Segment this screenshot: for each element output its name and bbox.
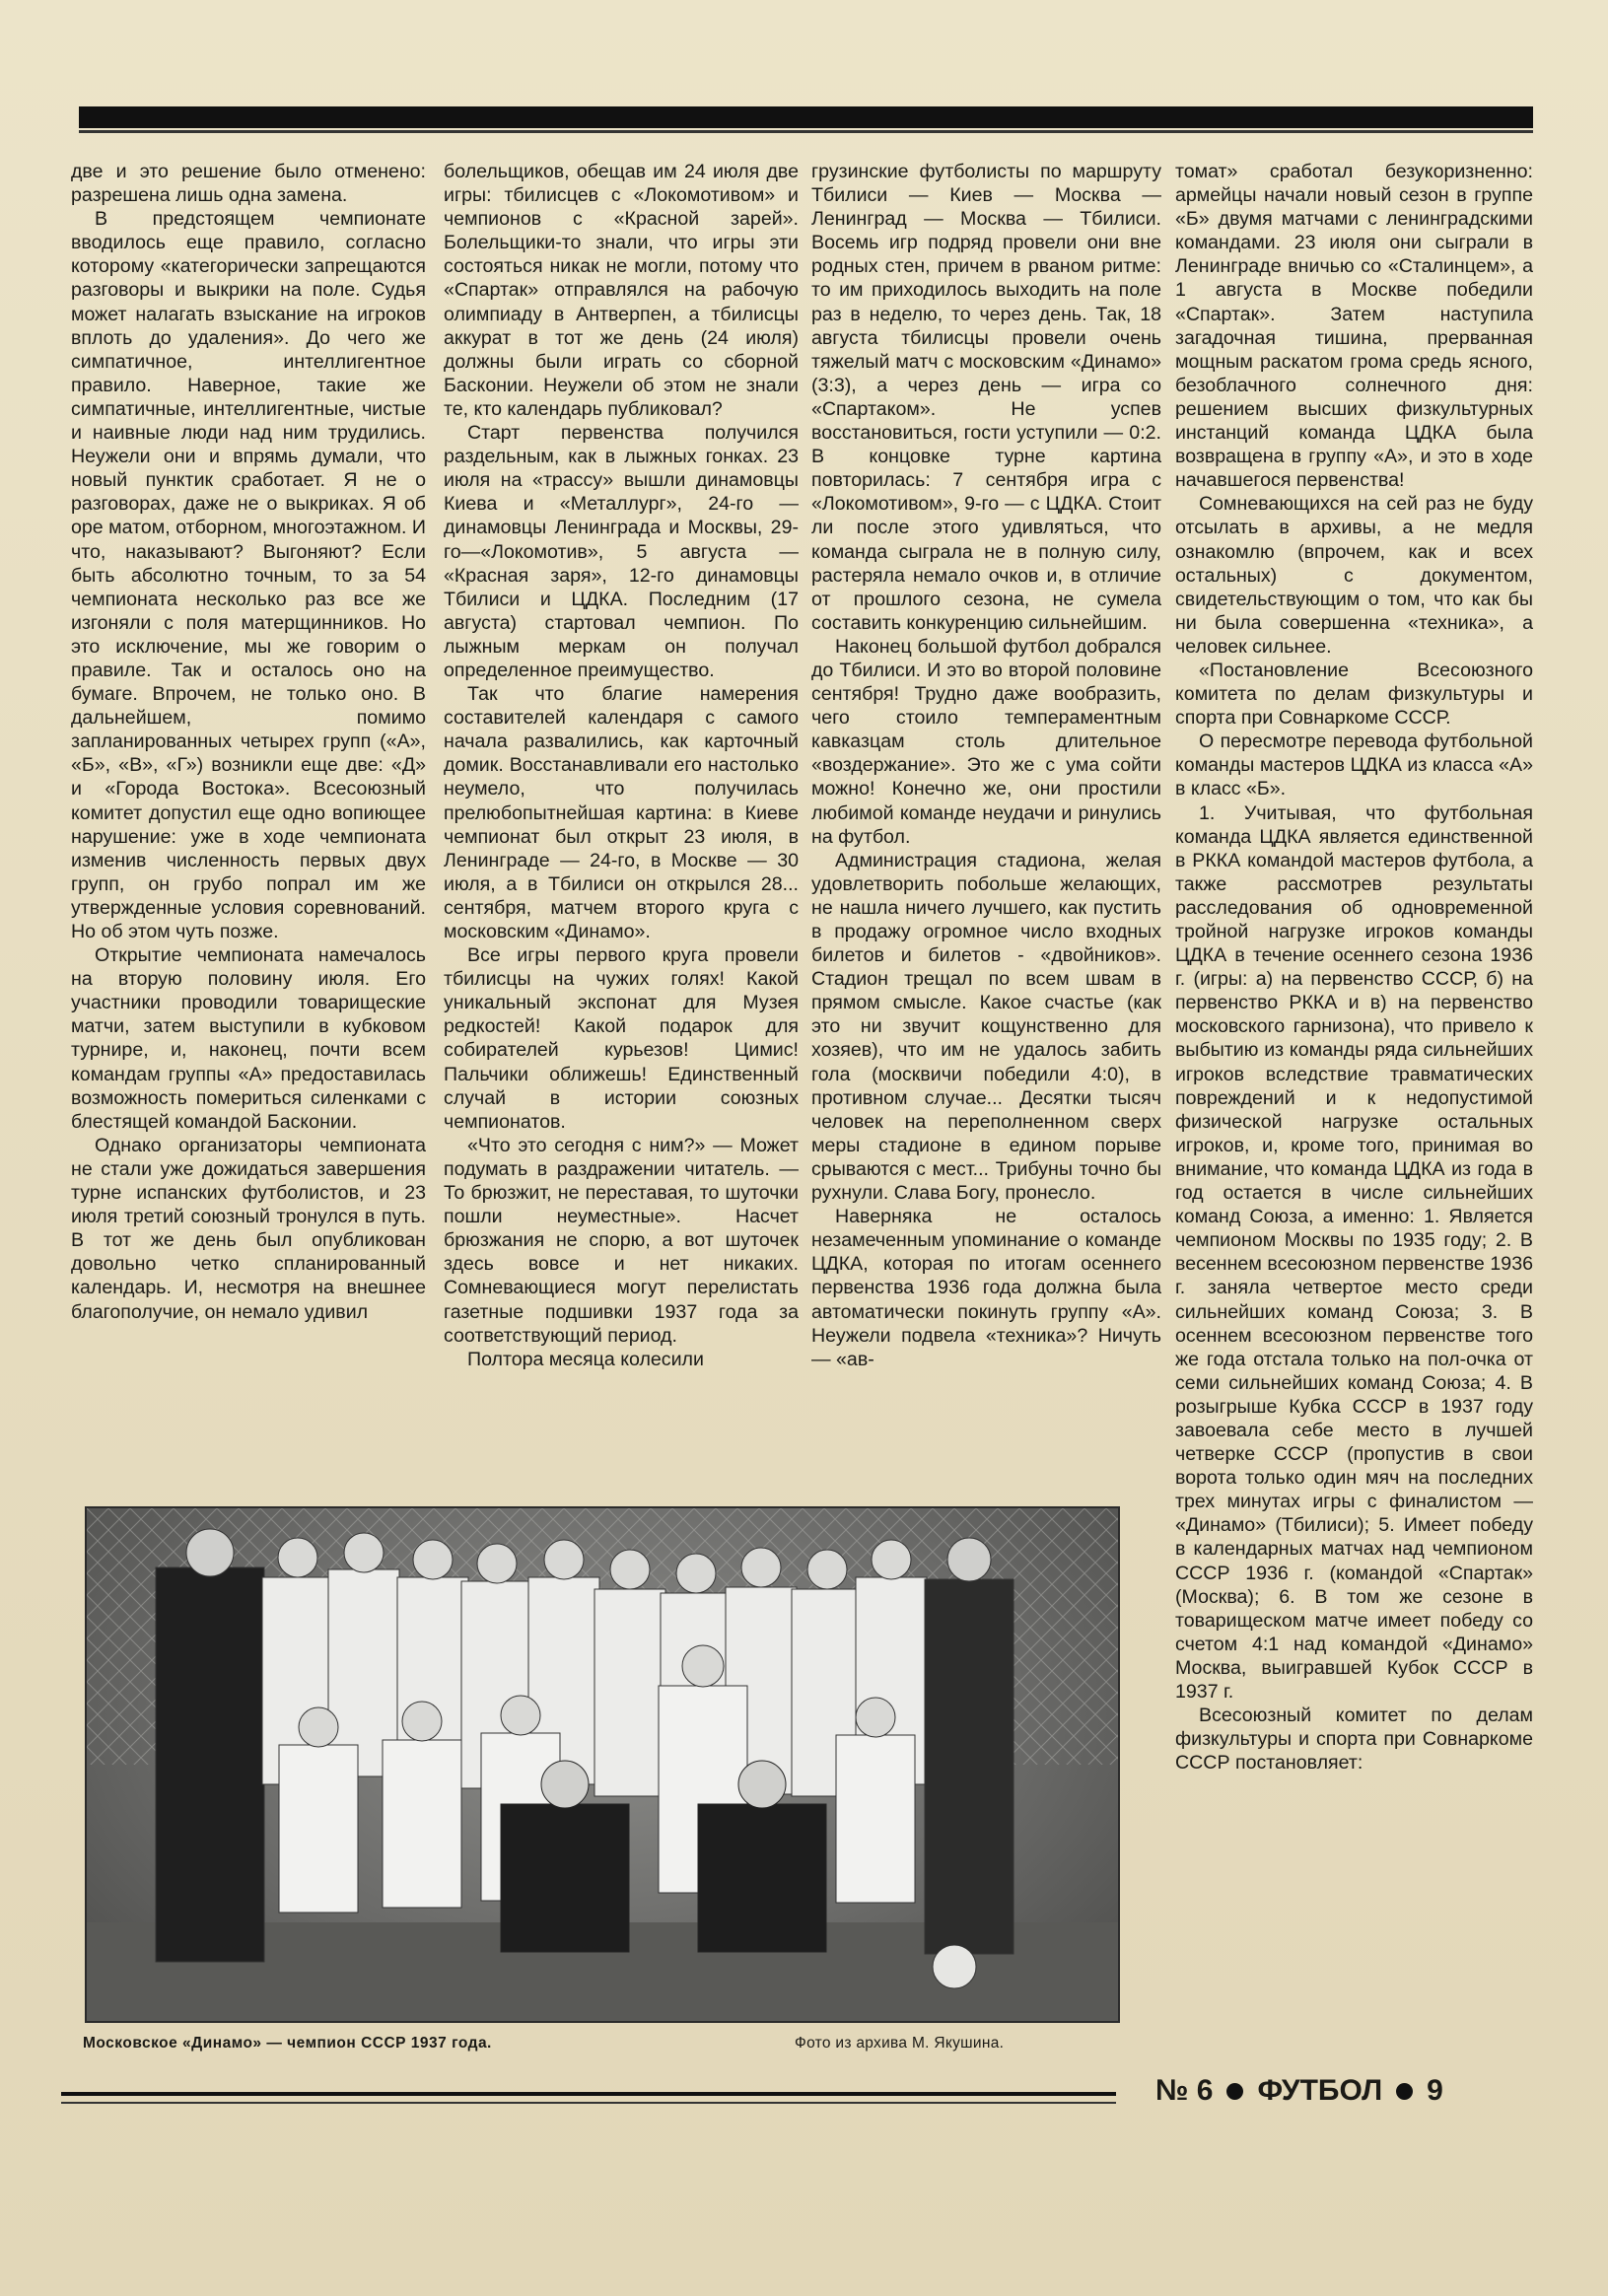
- text-column-4: [1175, 160, 1533, 2035]
- paragraph: Однако организаторы чемпионата не стали уже дожидаться завершения турне испанских футболистов, и 23 июля третий союзный тронулся в путь. В тот же день был опубликован довольно четко спланированный календарь. И, несмотря на внешнее благополучие, он немало удивил: [71, 1134, 426, 1323]
- paragraph: Все игры первого круга провели тбилисцы на чужих голях! Какой уникальный экспонат для Музея редкостей! Какой подарок для собирателей курьезов! Цимис! Пальчики оближешь! Единственный случай в истории союзных чемпионатов.: [444, 944, 799, 1133]
- bottom-divider: [61, 2092, 1116, 2096]
- photo-caption: Московское «Динамо» — чемпион СССР 1937 года.: [83, 2035, 492, 2052]
- page-footer: [1155, 2074, 1443, 2108]
- paragraph: Полтора месяца колесили: [467, 1348, 704, 1370]
- team-photo: [85, 1506, 1120, 2023]
- paragraph: В предстоящем чемпионате вводилось еще правило, согласно которому «категорически запрещаются разговоры и выкрики на поле. Судья может налагать взыскание на игроков вплоть до удаления». До чего же симпатичное, интеллигентное правило. Наверное, такие же симпатичные, интеллигентные, чистые и наивные люди над ним трудились. Неужели они и впрямь думали, что новый пунктик сработает. Я не о разговорах, даже не о выкриках. Я об оре матом, отборном, многоэтажном. И что, наказывают? Выгоняют? Если быть абсолютно точным, то за 54 чемпионата несколько раз все же изгоняли с поля матерщинников. Но это исключение, мы же говорим о правиле. Так и осталось оно на бумаге. Впрочем, не только оно. В дальнейшем, помимо запланированных четырех групп («А», «Б», «В», «Г») возникли еще две: «Д» и «Города Востока». Всесоюзный комитет допустил еще одно вопиющее нарушение: уже в ходе чемпионата изменив численность первых двух групп, он грубо попрал им же утвержденные условия соревнований. Но об этом чуть позже.: [71, 208, 426, 942]
- paragraph: О пересмотре перевода футбольной команды мастеров ЦДКА из класса «А» в класс «Б».: [1175, 731, 1533, 800]
- paragraph: 1. Учитывая, что футбольная команда ЦДКА является единственной в РККА командой мастеров футбола, а также рассмотрев результаты расследования об одновременной тройной нагрузке игроков команды ЦДКА в течение осеннего сезона 1936 г. (игры: а) на первенство СССР, б) на первенство РККА и в) на первенство московского гарнизона), что привело к выбытию из команды ряда сильнейших игроков вследствие травматических повреждений и к недопустимой физической нагрузке остальных игроков, и, кроме того, принимая во внимание, что команда ЦДКА из года в год остается в числе сильнейших команд Союза, а именно: 1. Является чемпионом Москвы по 1935 году; 2. В весеннем всесоюзном первенстве 1936 г. заняла четвертое место среди сильнейших команд Союза; 3. В осеннем всесоюзном первенстве того же года отстала только на пол-очка от семи сильнейших команд Союза; 4. В розыгрыше Кубка СССР в 1937 году завоевала себе место в лучшей четверке СССР (пропустив в свои ворота только один мяч на последних трех минутах игры с финалистом — «Динамо» (Тбилиси); 5. Имеет победу в календарных матчах над чемпионом СССР 1936 г. (командой «Спартак» (Москва); 6. В том же сезоне в товарищеском матче имеет победу со счетом 4:1 над командой «Динамо» Москва, выигравшей Кубок СССР в 1937 г.: [1175, 801, 1533, 1703]
- paragraph: Старт первенства получился раздельным, как в лыжных гонках. 23 июля на «трассу» вышли динамовцы Киева и «Металлург», 24-го — динамовцы Ленинграда и Москвы, 29-го—«Локомотив», 5 августа — «Красная заря», 12-го динамовцы Тбилиси и ЦДКА. Последним (17 августа) стартовал чемпион. По лыжным меркам он получал определенное преимущество.: [444, 422, 799, 681]
- issue-number: № 6: [1155, 2074, 1214, 2107]
- paragraph: Всесоюзный комитет по делам физкультуры и спорта при Совнаркоме СССР постановляет:: [1175, 1705, 1533, 1774]
- magazine-title: ФУТБОЛ: [1257, 2074, 1383, 2107]
- page-number: 9: [1427, 2074, 1443, 2107]
- text-column-3: [811, 160, 1161, 1471]
- team-photo-illustration: [87, 1508, 1118, 2021]
- text-column-1: [71, 160, 426, 1481]
- bottom-divider-thin: [61, 2102, 1116, 2104]
- paragraph: две и это решение было отменено: разрешена лишь одна замена.: [71, 161, 426, 207]
- paragraph: Наконец большой футбол добрался до Тбилиси. И это во второй половине сентября! Трудно даже вообразить, чего стоило темпераментным кавказцам столь длительное «воздержание». Это же с ума сойти можно! Конечно же, они простили любимой команде неудачи и ринулись на футбол.: [811, 635, 1161, 848]
- photo-credit: Фото из архива М. Якушина.: [795, 2035, 1005, 2052]
- paragraph: томат» сработал безукоризненно: армейцы начали новый сезон в группе «Б» двумя матчами с ленинградскими командами. 23 июля они сыграли в Ленинграде вничью со «Сталинцем», а 1 августа в Москве победили «Спартак». Затем наступила загадочная тишина, прерванная мощным раскатом грома средь ясного, безоблачного солнечного дня: решением высших физкультурных инстанций команда ЦДКА была возвращена в группу «А», и это в ходе начавшегося первенства!: [1175, 161, 1533, 492]
- text-column-2: [444, 160, 799, 1471]
- paragraph: Администрация стадиона, желая удовлетворить побольше желающих, не нашла ничего лучшего, как пустить в продажу огромное число входных билетов и билетов - «двойников». Стадион трещал по всем швам в прямом смысле. Какое счастье (как это ни звучит кощунственно для хозяев), что им не удалось забить гола (москвичи победили 4:0), в противном случае... Десятки тысяч человек на переполненном сверх меры стадионе в едином порыве срываются с мест... Трибуны точно бы рухнули. Слава Богу, пронесло.: [811, 849, 1161, 1205]
- paragraph: «Постановление Всесоюзного комитета по делам физкультуры и спорта при Совнаркоме СССР.: [1175, 659, 1533, 730]
- paragraph: Так что благие намерения составителей календаря с самого начала развалились, как карточный домик. Восстанавливали его настолько неумело, что получилась прелюбопытнейшая картина: в Киеве чемпионат был открыт 23 июля, в Ленинграде — 24-го, в Москве — 30 июля, а в Тбилиси он открылся 28... сентября, матчем второго круга с московским «Динамо».: [444, 683, 799, 942]
- paragraph: болельщиков, обещав им 24 июля две игры: тбилисцев с «Локомотивом» и чемпионов с «Красной зарей». Болельщики-то знали, что игры эти состояться никак не могли, потому что «Спартак» отправлялся на рабочую олимпиаду в Антверпен, а тбилисцы аккурат в тот же день (24 июля) должны были играть со сборной Басконии. Неужели об этом не знали те, кто календарь публиковал?: [444, 161, 799, 420]
- paragraph: Наверняка не осталось незамеченным упоминание о команде ЦДКА, которая по итогам осеннего первенства 1936 года должна была автоматически покинуть группу «А». Неужели подвела «техника»? Ничуть — «ав-: [811, 1206, 1161, 1370]
- bullet-icon: [1226, 2083, 1243, 2100]
- paragraph: грузинские футболисты по маршруту Тбилиси — Киев — Москва — Ленинград — Москва — Тбилиси. Восемь игр подряд провели они вне родных стен, причем в рваном ритме: то им приходилось выходить на поле раз в неделю, то через день. Так, 18 августа тбилисцы провели очень тяжелый матч с московским «Динамо» (3:3), а через день — игра со «Спартаком». Не успев восстановиться, гости уступили — 0:2. В концовке турне картина повторилась: 7 сентября игра с «Локомотивом», 9-го — с ЦДКА. Стоит ли после этого удивляться, что команда сыграла не в полную силу, растеряла немало очков и, в отличие от прошлого сезона, не сумела составить конкуренцию сильнейшим.: [811, 161, 1161, 634]
- paragraph: Сомневающихся на сей раз не буду отсылать в архивы, а не медля ознакомлю (впрочем, как и всех остальных) с документом, свидетельствующим о том, что как бы ни была совершенна «техника», а человек сильнее.: [1175, 493, 1533, 658]
- top-divider: [79, 106, 1533, 128]
- top-divider-thin: [79, 130, 1533, 133]
- paragraph: Открытие чемпионата намечалось на вторую половину июля. Его участники проводили товарищеские матчи, затем выступили в кубковом турнире, и, наконец, почти всем командам группы «А» предоставилась возможность помериться силенками с блестящей командой Басконии.: [71, 944, 426, 1133]
- paragraph: «Что это сегодня с ним?» — Может подумать в раздражении читатель. — То брюзжит, не переставая, то шуточки пошли неуместные». Насчет брюзжания не спорю, а вот шуточек здесь вовсе и нет никаких. Сомневающиеся могут перелистать газетные подшивки 1937 года за соответствующий период.: [444, 1134, 799, 1347]
- bullet-icon: [1396, 2083, 1413, 2100]
